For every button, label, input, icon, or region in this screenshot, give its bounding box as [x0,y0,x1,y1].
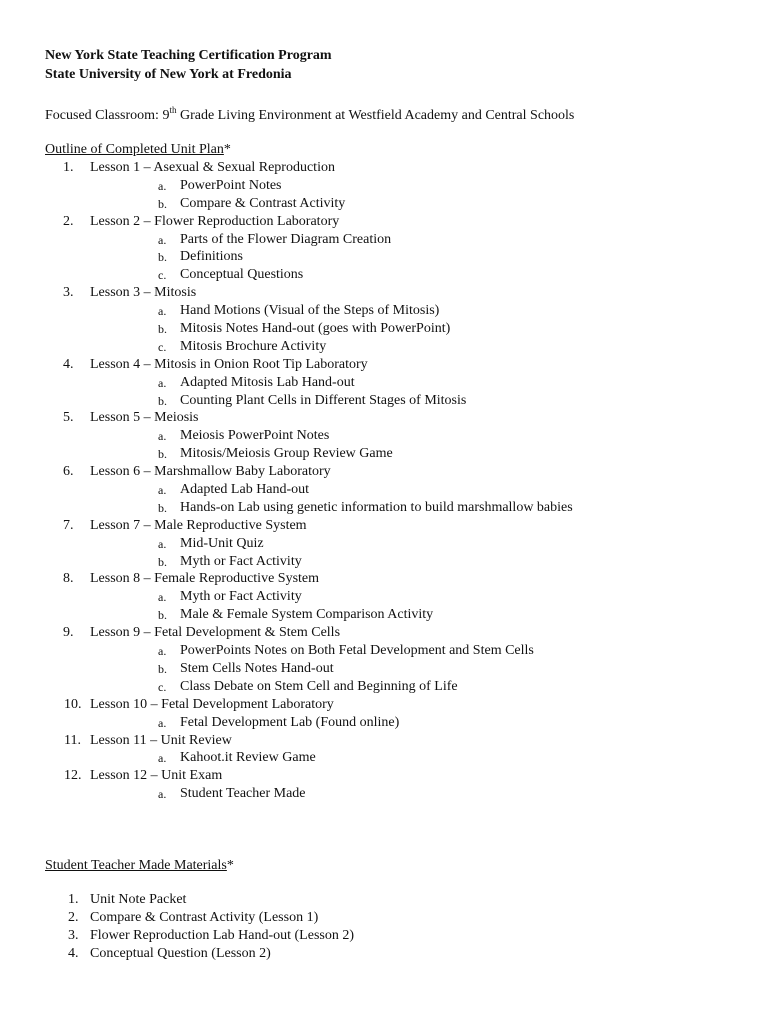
materials-title: Student Teacher Made Materials [45,858,227,874]
focused-prefix: Focused Classroom: 9 [45,108,170,123]
material-item [45,891,745,909]
subitem-letter: a. [158,429,167,444]
material-number: 3. [68,927,79,943]
subitem-text: Conceptual Questions [180,267,304,283]
lesson-subitem [90,374,745,392]
subitem-text: Mid-Unit Quiz [180,535,264,551]
focused-superscript: th [169,105,177,115]
lesson-subitem [90,714,745,732]
lesson-sublist [90,714,745,732]
lesson-subitem [90,302,745,320]
lesson-item [45,570,745,624]
lesson-item [45,696,745,732]
lesson-sublist [90,588,745,624]
lesson-item [45,624,745,696]
subitem-letter: a. [158,178,167,193]
lesson-subitem [90,195,745,213]
subitem-text: Compare & Contrast Activity [180,195,346,211]
lesson-line [63,284,745,302]
subitem-letter: c. [158,339,167,354]
lesson-subitem [90,588,745,606]
material-text: Compare & Contrast Activity (Lesson 1) [90,909,319,925]
lesson-subitem [90,678,745,696]
lesson-sublist [90,642,745,696]
subitem-letter: a. [158,536,167,551]
subitem-letter: a. [158,590,167,605]
lesson-number: 11. [64,732,81,748]
subitem-text: Hand Motions (Visual of the Steps of Mitosis) [180,303,440,319]
lesson-label: Lesson 6 – Marshmallow Baby Laboratory [90,464,331,480]
lesson-subitem [90,320,745,338]
lesson-subitem [90,499,745,517]
subitem-text: Fetal Development Lab (Found online) [180,714,400,730]
focused-suffix: Grade Living Environment at Westfield Academy and Central Schools [176,108,575,123]
lesson-label: Lesson 8 – Female Reproductive System [90,571,320,587]
subitem-text: Male & Female System Comparison Activity [180,607,434,623]
outline-heading [45,141,745,159]
lesson-line [64,732,745,750]
lesson-line [63,356,745,374]
subitem-text: Class Debate on Stem Cell and Beginning of Life [180,678,458,694]
lesson-subitem [90,481,745,499]
lesson-subitem [90,606,745,624]
lesson-label: Lesson 7 – Male Reproductive System [90,517,307,533]
lesson-subitem [90,231,745,249]
lesson-label: Lesson 9 – Fetal Development & Stem Cells [90,625,341,641]
material-number: 4. [68,945,79,961]
lesson-sublist [90,302,745,356]
subitem-letter: b. [158,554,167,569]
lesson-item [45,409,745,463]
lesson-item [45,517,745,571]
lesson-line [63,517,745,535]
subitem-text: Stem Cells Notes Hand-out [180,660,334,676]
lesson-sublist [90,177,745,213]
lesson-label: Lesson 3 – Mitosis [90,285,197,301]
lesson-subitem [90,266,745,284]
lesson-item [45,732,745,768]
subitem-letter: b. [158,661,167,676]
lesson-label: Lesson 2 – Flower Reproduction Laboratory [90,213,340,229]
lesson-subitem [90,553,745,571]
subitem-letter: a. [158,375,167,390]
lesson-line [64,767,745,785]
document-page [45,47,745,963]
subitem-text: Adapted Mitosis Lab Hand-out [180,374,355,390]
lesson-sublist [90,749,745,767]
lesson-item [45,356,745,410]
lesson-subitem [90,338,745,356]
lesson-label: Lesson 11 – Unit Review [90,732,232,748]
lesson-sublist [90,231,745,285]
subitem-letter: c. [158,679,167,694]
lesson-number: 4. [63,356,74,372]
material-text: Conceptual Question (Lesson 2) [90,945,271,961]
subitem-text: Hands-on Lab using genetic information to build marshmallow babies [180,499,573,515]
lesson-sublist [90,427,745,463]
subitem-letter: a. [158,787,167,802]
lesson-item [45,159,745,213]
subitem-letter: a. [158,232,167,247]
subitem-text: Counting Plant Cells in Different Stages of Mitosis [180,392,467,408]
lesson-subitem [90,749,745,767]
university-title: State University of New York at Fredonia [45,67,292,82]
lesson-number: 6. [63,464,74,480]
lesson-label: Lesson 5 – Meiosis [90,410,199,426]
lesson-subitem [90,642,745,660]
subitem-text: Kahoot.it Review Game [180,750,316,766]
lesson-number: 5. [63,410,74,426]
lesson-number: 1. [63,160,74,175]
subitem-text: PowerPoint Notes [180,177,282,193]
lesson-sublist [90,535,745,571]
lesson-number: 10. [64,696,82,712]
subitem-letter: b. [158,322,167,337]
materials-asterisk: * [226,858,234,874]
lesson-line [63,570,745,588]
lesson-subitem [90,427,745,445]
material-number: 1. [68,892,79,908]
lesson-number: 9. [63,625,74,641]
subitem-letter: b. [158,250,167,265]
lesson-item [45,463,745,517]
program-title: New York State Teaching Certification Program [45,48,332,63]
subitem-text: Definitions [180,249,243,265]
outline-title: Outline of Completed Unit Plan [45,142,224,157]
subitem-text: Myth or Fact Activity [180,589,302,605]
subitem-letter: a. [158,644,167,659]
subitem-text: Myth or Fact Activity [180,553,302,569]
lesson-subitem [90,535,745,553]
subitem-letter: b. [158,500,167,515]
lesson-subitem [90,248,745,266]
subitem-text: Mitosis/Meiosis Group Review Game [180,446,393,462]
lesson-number: 3. [63,285,74,301]
lesson-item [45,767,745,803]
subitem-text: PowerPoints Notes on Both Fetal Development and Stem Cells [180,643,534,659]
subitem-text: Meiosis PowerPoint Notes [180,428,330,444]
materials-heading [45,857,745,875]
lesson-sublist [90,374,745,410]
lesson-label: Lesson 10 – Fetal Development Laboratory [90,696,334,712]
subitem-letter: a. [158,715,167,730]
subitem-letter: b. [158,393,167,408]
materials-list [45,891,745,963]
lesson-item [45,284,745,356]
material-item [45,945,745,963]
subitem-letter: a. [158,483,167,498]
subitem-text: Mitosis Brochure Activity [180,338,327,354]
lesson-label: Lesson 1 – Asexual & Sexual Reproduction [90,160,335,175]
material-text: Flower Reproduction Lab Hand-out (Lesson 2) [90,927,354,943]
lesson-subitem [90,660,745,678]
lesson-subitem [90,177,745,195]
focused-classroom [45,107,745,126]
subitem-letter: b. [158,608,167,623]
lesson-item [45,213,745,285]
lesson-label: Lesson 4 – Mitosis in Onion Root Tip Laboratory [90,356,368,372]
subitem-letter: a. [158,751,167,766]
lesson-number: 12. [64,768,82,784]
subitem-text: Student Teacher Made [180,786,306,802]
lesson-line [63,463,745,481]
lesson-sublist [90,785,745,803]
outline-asterisk: * [223,142,231,157]
lesson-line [63,213,745,231]
lesson-number: 2. [63,213,74,229]
lesson-sublist [90,481,745,517]
material-item [45,927,745,945]
lesson-number: 7. [63,517,74,533]
lesson-subitem [90,785,745,803]
subitem-text: Adapted Lab Hand-out [180,482,310,498]
lesson-subitem [90,392,745,410]
lesson-label: Lesson 12 – Unit Exam [90,768,223,784]
subitem-letter: b. [158,196,167,211]
subitem-text: Parts of the Flower Diagram Creation [180,231,392,247]
subitem-letter: c. [158,268,167,283]
material-number: 2. [68,909,79,925]
subitem-letter: a. [158,304,167,319]
lesson-list [45,159,745,803]
material-text: Unit Note Packet [90,892,187,908]
subitem-text: Mitosis Notes Hand-out (goes with PowerPoint) [180,321,451,337]
material-item [45,909,745,927]
lesson-number: 8. [63,571,74,587]
lesson-line [63,409,745,427]
lesson-line [64,696,745,714]
lesson-subitem [90,445,745,463]
subitem-letter: b. [158,447,167,462]
lesson-line [63,624,745,642]
lesson-line [63,159,745,177]
